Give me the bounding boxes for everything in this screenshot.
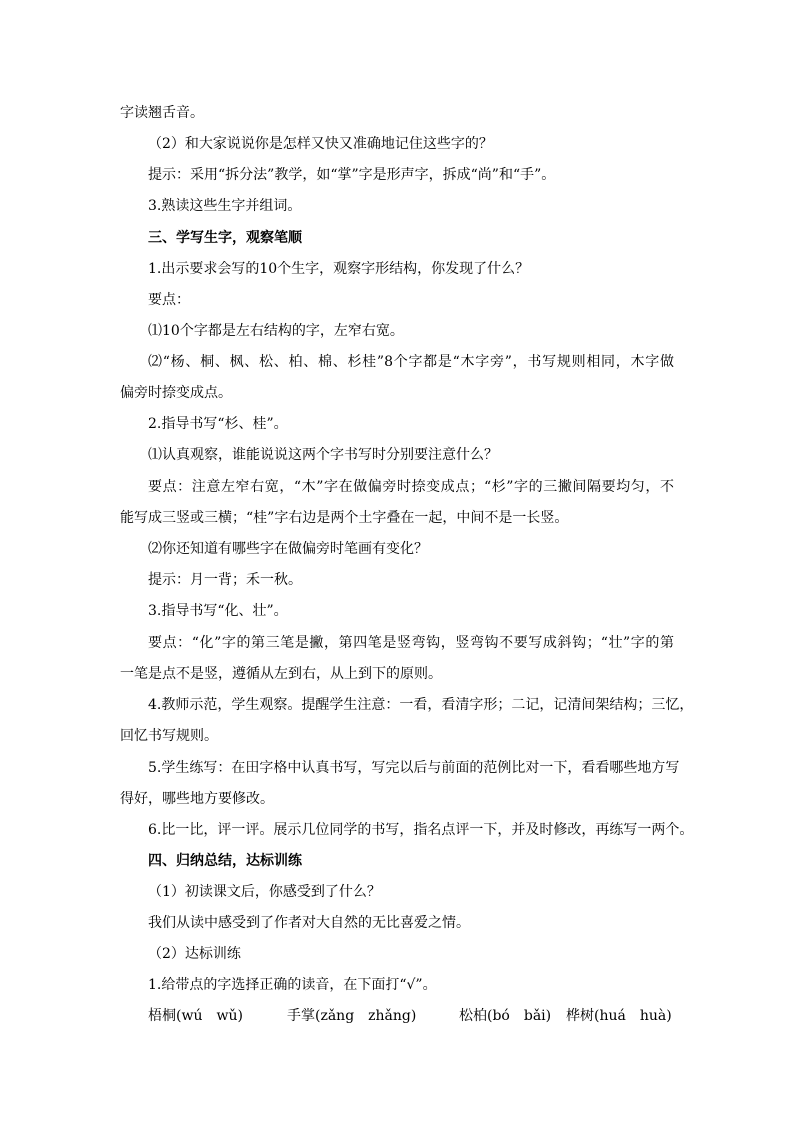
text-line: 提示：月一背；禾一秋。: [148, 572, 302, 588]
text-line: （1）初读课文后，你感受到了什么？: [148, 884, 381, 900]
text-line: 3.指导书写“化、壮”。: [148, 603, 288, 619]
text-line: 5.学生练写：在田字格中认真书写，写完以后与前面的范例比对一下，看看哪些地方写: [148, 760, 680, 776]
text-line: 我们从读中感受到了作者对大自然的无比喜爱之情。: [148, 915, 470, 931]
exercise-item: 桦树(huá huà): [566, 1008, 672, 1024]
text-line: ⑵你还知道有哪些字在做偏旁时笔画有变化？: [148, 541, 428, 557]
text-line: 能写成三竖或三横；“桂”字右边是两个土字叠在一起，中间不是一长竖。: [120, 510, 569, 526]
exercise-item: 松柏(bó bǎi): [459, 1008, 552, 1024]
section-heading: 四、归纳总结，达标训练: [148, 853, 302, 869]
text-line: ⑴10个字都是左右结构的字，左窄右宽。: [148, 323, 404, 339]
text-line: 得好，哪些地方要修改。: [120, 791, 274, 807]
text-line: 要点：“化”字的第三笔是撇，第四笔是竖弯钩，竖弯钩不要写成斜钩；“壮”字的第: [148, 635, 674, 651]
text-line: 2.指导书写“杉、桂”。: [148, 416, 288, 432]
text-line: （2）达标训练: [148, 946, 241, 962]
text-line: 3.熟读这些生字并组词。: [148, 198, 302, 214]
text-line: 一笔是点不是竖，遵循从左到右，从上到下的原则。: [120, 666, 442, 682]
text-line: 1.出示要求会写的10个生字，观察字形结构，你发现了什么？: [148, 261, 530, 277]
text-line: 字读翘舌音。: [120, 105, 204, 121]
exercise-item: 梧桐(wú wǔ): [148, 1008, 243, 1024]
section-heading: 三、学写生字，观察笔顺: [148, 230, 302, 246]
text-line: 6.比一比，评一评。展示几位同学的书写，指名点评一下，并及时修改，再练写一两个。: [148, 822, 694, 838]
text-line: 要点：注意左窄右宽，“木”字在做偏旁时捺变成点；“杉”字的三撇间隔要均匀，不: [148, 479, 674, 495]
text-line: 偏旁时捺变成点。: [120, 385, 232, 401]
text-line: ⑵“杨、桐、枫、松、柏、棉、杉桂”8个字都是“木字旁”，书写规则相同，木字做: [148, 354, 674, 370]
text-line: 回忆书写规则。: [120, 728, 218, 744]
text-line: （2）和大家说说你是怎样又快又准确地记住这些字的？: [148, 136, 493, 152]
exercise-item: 手掌(zǎng zhǎng): [287, 1008, 417, 1024]
text-line: 4.教师示范，学生观察。提醒学生注意：一看，看清字形；二记，记清间架结构；三忆，: [148, 697, 694, 713]
text-line: ⑴认真观察，谁能说说这两个字书写时分别要注意什么？: [148, 447, 498, 463]
text-line: 要点：: [148, 292, 190, 308]
text-line: 提示：采用“拆分法”教学，如“掌”字是形声字，拆成“尚”和“手”。: [148, 167, 556, 183]
text-line: 1.给带点的字选择正确的读音，在下面打“√”。: [148, 977, 437, 993]
